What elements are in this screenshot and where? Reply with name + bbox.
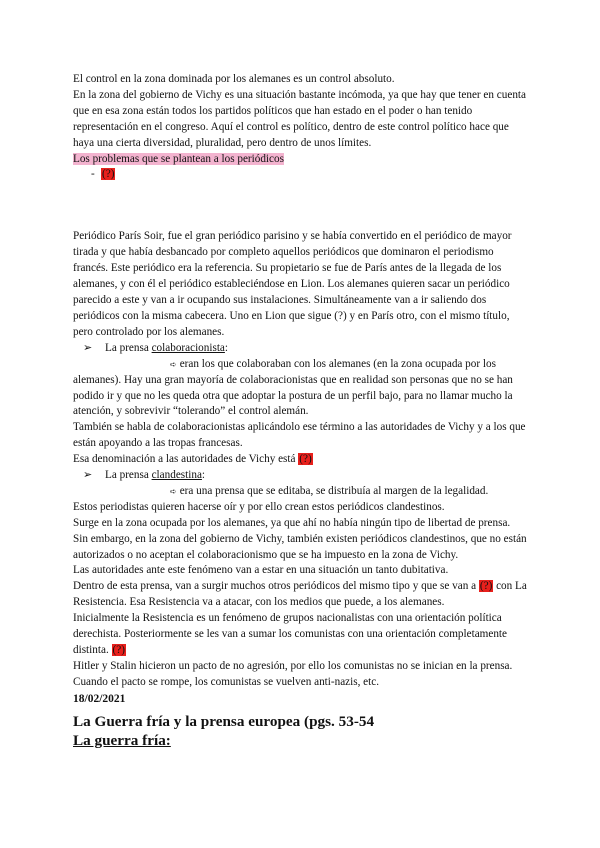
paragraph-periodistas: Estos periodistas quieren hacerse oír y por ello crean estos periódicos clandestinos. <box>73 500 445 513</box>
list-item-prensa-clandestina <box>83 468 527 484</box>
paragraph-hitler-stalin: Hitler y Stalin hicieron un pacto de no agresión, por ello los comunistas no se inician en la prensa. Cuando el pacto se rompe, los comunistas se vuelven anti-nazis, etc. <box>73 659 513 688</box>
arrow-bullet-icon: ➢ <box>83 341 93 354</box>
resistencia-text-a: Dentro de esta prensa, van a surgir muchos otros periódicos del mismo tipo y que se van a <box>73 580 477 593</box>
resistencia-text-b: con La Resistencia. Esa Resistencia va a atacar, con los medios que puede, a los alemanes. <box>73 580 527 609</box>
bullet-item-question <box>91 167 527 183</box>
paragraph-surge-zona-ocupada: Surge en la zona ocupada por los alemanes, ya que ahí no había ningún tipo de libertad de prensa. Sin embargo, en la zona del gobierno de Vichy, también existen periódicos clandestinos, que no están autorizados o no aceptan el colaboracionismo que se ha impuesto en la zona de Vichy. <box>73 516 527 561</box>
clan-suffix: : <box>201 469 206 482</box>
small-arrow-icon: ➪ <box>170 359 177 369</box>
question-mark-highlight: (?) <box>479 580 493 593</box>
small-arrow-icon: ➪ <box>170 486 177 496</box>
question-mark-highlight: (?) <box>299 453 312 466</box>
colab-prefix: La prensa <box>105 341 152 354</box>
colab-definition-first-text: eran los que colaboraban con los alemanes (en la zona ocupada por los <box>179 357 496 370</box>
paragraph-denominacion <box>73 452 527 468</box>
nacionalistas-text: Inicialmente la Resistencia es un fenómeno de grupos nacionalistas con una orientación política derechista. Posteriormente se les van a sumar los comunistas con una orientación completamente distinta. <box>73 612 508 656</box>
arrow-bullet-icon: ➢ <box>83 469 93 482</box>
problems-heading-text: Los problemas que se plantean a los periódicos <box>73 152 284 165</box>
section-date: 18/02/2021 <box>73 692 126 705</box>
denominacion-text: Esa denominación a las autoridades de Vichy está <box>73 453 296 466</box>
colab-suffix: : <box>224 341 229 354</box>
colab-definition-rest: alemanes). Hay una gran mayoría de colaboracionistas que en realidad son personas que no se han podido ir y que no les queda otra que adoptar la postura de un perfil bajo, para no llamar mucho la atención, y sobrevivir “tolerando” el control alemán. <box>73 373 513 418</box>
colab-term: colaboracionista <box>151 341 225 354</box>
list-item-prensa-colaboracionista <box>83 341 527 357</box>
paragraph-vichy-situacion: En la zona del gobierno de Vichy es una situación bastante incómoda, ya que hay que tener en cuenta que en esa zona están todos los partidos políticos que han estado en el poder o han tenido representación en el congreso. Aquí el control es político, dentro de este control político hace que haya una cierta diversidad, pluralidad, pero dentro de unos límites. <box>73 88 526 149</box>
highlighted-heading <box>73 152 527 168</box>
document-page <box>73 72 527 750</box>
clan-definition <box>73 484 527 500</box>
clan-definition-text: era una prensa que se editaba, se distribuía al margen de la legalidad. <box>179 484 489 497</box>
heading-guerra-fria: La guerra fría: <box>73 731 171 749</box>
clan-term: clandestina <box>151 469 202 482</box>
question-mark-highlight: (?) <box>112 644 125 656</box>
question-mark-highlight: (?) <box>102 168 115 181</box>
paragraph-paris-soir: Periódico París Soir, fue el gran periódico parisino y se había convertido en el periódico de mayor tirada y que había desbancado por completo aquellos periódicos que dominaron el periodismo francés. Este periódico era la referencia. Su propietario se fue de París antes de la llegada de los alemanes, y con él el periódico estableciéndose en Lion. Los alemanes quieren sacar un periódico parecido a este y van a ir ocupando sus instalaciones. Simultáneamente van a ir saliendo dos periódicos con la misma cabecera. Uno en Lion que sigue (?) y en París otro, con el mismo título, pero controlado por los alemanes. <box>73 230 512 338</box>
paragraph-autoridades: Las autoridades ante este fenómeno van a estar en una situación un tanto dubitativa. <box>73 564 449 577</box>
paragraph-colaboracionistas-vichy: También se habla de colaboracionistas aplicándolo ese término a las autoridades de Vichy y a los que están apoyando a las tropas francesas. <box>73 421 526 450</box>
colab-definition-first <box>73 357 527 373</box>
paragraph-nacionalistas <box>73 611 527 659</box>
heading-guerra-fria-prensa: La Guerra fría y la prensa europea (pgs. 53-54 <box>73 712 375 730</box>
paragraph-resistencia <box>73 579 527 611</box>
bullet-marker: - <box>91 168 95 181</box>
clan-prefix: La prensa <box>105 469 152 482</box>
paragraph-control-absoluto: El control en la zona dominada por los alemanes es un control absoluto. <box>73 73 395 85</box>
blank-space <box>73 183 527 229</box>
